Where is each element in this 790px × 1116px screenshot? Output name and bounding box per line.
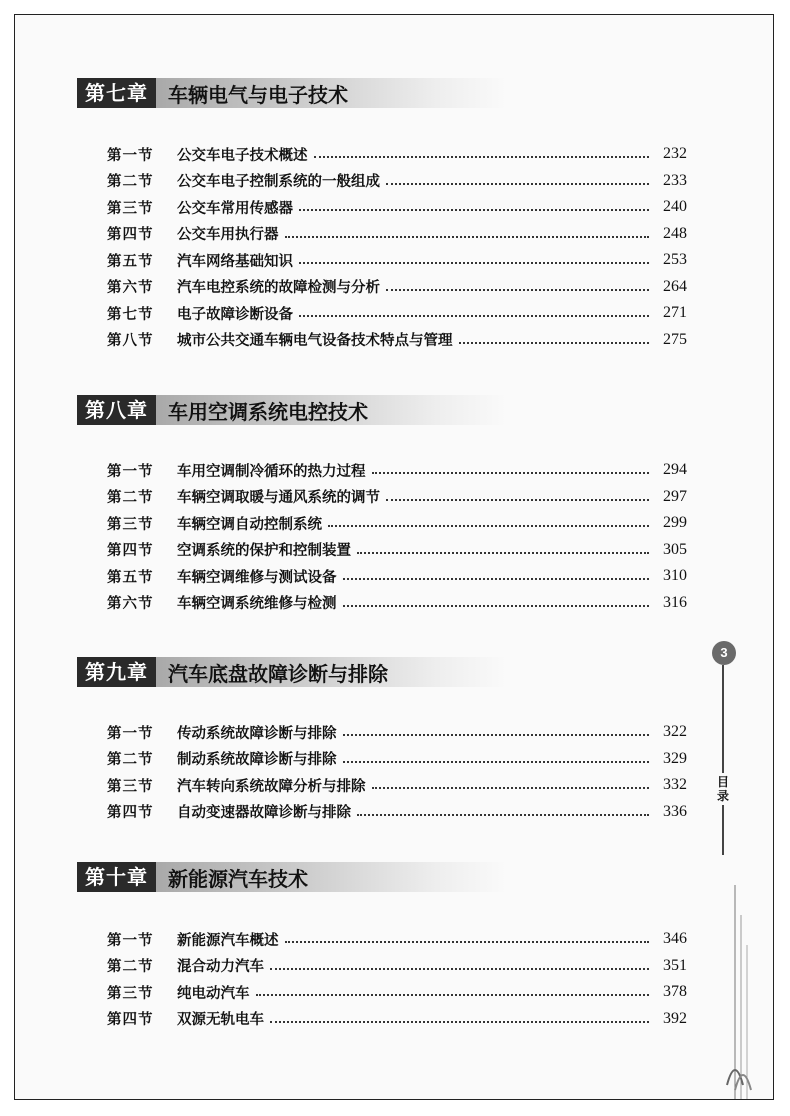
section-title: 车辆空调取暖与通风系统的调节 xyxy=(177,490,380,507)
toc-entry[interactable] xyxy=(107,168,687,195)
section-number: 第五节 xyxy=(107,569,154,586)
page-number: 253 xyxy=(663,251,687,269)
toc-entry[interactable] xyxy=(107,221,687,248)
page-number: 310 xyxy=(663,567,687,585)
dot-leader xyxy=(386,183,649,185)
chapter-heading-8 xyxy=(77,393,507,427)
toc-entry[interactable] xyxy=(107,300,687,327)
chapter-heading-9 xyxy=(77,655,507,689)
section-title: 车辆空调自动控制系统 xyxy=(177,516,322,533)
section-title: 纯电动汽车 xyxy=(177,985,250,1002)
toc-entry[interactable] xyxy=(107,953,687,980)
page-number: 297 xyxy=(663,487,687,505)
page-number: 294 xyxy=(663,461,687,479)
dot-leader xyxy=(285,941,650,943)
chapter-title-bar xyxy=(156,862,507,892)
chapter-title: 汽车底盘故障诊断与排除 xyxy=(168,661,388,686)
section-number: 第一节 xyxy=(107,932,154,949)
toc-entry[interactable] xyxy=(107,194,687,221)
section-number: 第六节 xyxy=(107,280,154,297)
toc-entry[interactable] xyxy=(107,590,687,617)
section-title: 汽车电控系统的故障检测与分析 xyxy=(177,280,380,297)
page-number: 332 xyxy=(663,776,687,794)
decorative-strokes xyxy=(705,885,765,1100)
dot-leader xyxy=(459,342,650,344)
section-title: 公交车常用传感器 xyxy=(177,200,293,217)
section-number: 第二节 xyxy=(107,490,154,507)
section-number: 第二节 xyxy=(107,959,154,976)
page-number: 392 xyxy=(663,1009,687,1027)
toc-entry[interactable] xyxy=(107,274,687,301)
chapter-heading-10 xyxy=(77,860,507,894)
section-title: 公交车电子技术概述 xyxy=(177,147,308,164)
toc-entry[interactable] xyxy=(107,141,687,168)
page-number: 346 xyxy=(663,930,687,948)
toc-entry[interactable] xyxy=(107,537,687,564)
section-number: 第一节 xyxy=(107,147,154,164)
page-number: 351 xyxy=(663,956,687,974)
section-title: 车辆空调系统维修与检测 xyxy=(177,596,337,613)
section-number: 第四节 xyxy=(107,805,154,822)
chapter-title: 车用空调系统电控技术 xyxy=(168,399,368,424)
chapter-8-entries xyxy=(107,457,687,616)
dot-leader xyxy=(314,156,650,158)
dot-leader xyxy=(285,236,650,238)
section-title: 传动系统故障诊断与排除 xyxy=(177,725,337,742)
section-title: 双源无轨电车 xyxy=(177,1012,264,1029)
dot-leader xyxy=(372,787,650,789)
section-title: 自动变速器故障诊断与排除 xyxy=(177,805,351,822)
dot-leader xyxy=(386,289,649,291)
side-rule xyxy=(722,665,724,855)
page-number-badge: 3 xyxy=(712,641,736,665)
page-number: 248 xyxy=(663,224,687,242)
section-title: 公交车用执行器 xyxy=(177,227,279,244)
section-number: 第三节 xyxy=(107,516,154,533)
dot-leader xyxy=(357,814,649,816)
chapter-label: 第八章 xyxy=(77,395,156,425)
section-number: 第四节 xyxy=(107,543,154,560)
dot-leader xyxy=(299,209,649,211)
section-title: 电子故障诊断设备 xyxy=(177,306,293,323)
toc-entry[interactable] xyxy=(107,772,687,799)
dot-leader xyxy=(270,968,649,970)
chapter-title-bar xyxy=(156,78,507,108)
toc-entry[interactable] xyxy=(107,247,687,274)
section-title: 空调系统的保护和控制装置 xyxy=(177,543,351,560)
chapter-title: 新能源汽车技术 xyxy=(168,866,308,891)
dot-leader xyxy=(299,262,649,264)
section-title: 公交车电子控制系统的一般组成 xyxy=(177,174,380,191)
chapter-title: 车辆电气与电子技术 xyxy=(168,82,348,107)
section-number: 第七节 xyxy=(107,306,154,323)
section-side-label: 目录 xyxy=(713,773,733,805)
section-title: 混合动力汽车 xyxy=(177,959,264,976)
dot-leader xyxy=(372,472,650,474)
page-number: 316 xyxy=(663,593,687,611)
page-number: 264 xyxy=(663,277,687,295)
toc-entry[interactable] xyxy=(107,719,687,746)
section-title: 城市公共交通车辆电气设备技术特点与管理 xyxy=(177,333,453,350)
section-number: 第六节 xyxy=(107,596,154,613)
page-number: 299 xyxy=(663,514,687,532)
page-number: 240 xyxy=(663,198,687,216)
toc-page xyxy=(14,14,774,1100)
chapter-title-bar xyxy=(156,395,507,425)
chapter-label: 第九章 xyxy=(77,657,156,687)
section-number: 第三节 xyxy=(107,985,154,1002)
section-number: 第三节 xyxy=(107,778,154,795)
dot-leader xyxy=(343,734,650,736)
chapter-10-entries xyxy=(107,926,687,1032)
page-number: 233 xyxy=(663,171,687,189)
section-number: 第四节 xyxy=(107,1012,154,1029)
chapter-heading-7 xyxy=(77,76,507,110)
section-title: 汽车转向系统故障分析与排除 xyxy=(177,778,366,795)
section-title: 车辆空调维修与测试设备 xyxy=(177,569,337,586)
section-title: 汽车网络基础知识 xyxy=(177,253,293,270)
dot-leader xyxy=(343,578,650,580)
toc-entry[interactable] xyxy=(107,457,687,484)
dot-leader xyxy=(343,605,650,607)
section-number: 第三节 xyxy=(107,200,154,217)
page-number: 336 xyxy=(663,802,687,820)
toc-entry[interactable] xyxy=(107,563,687,590)
chapter-9-entries xyxy=(107,719,687,825)
toc-entry[interactable] xyxy=(107,327,687,354)
section-title: 新能源汽车概述 xyxy=(177,932,279,949)
page-number: 322 xyxy=(663,723,687,741)
dot-leader xyxy=(299,315,649,317)
dot-leader xyxy=(343,761,650,763)
section-title: 车用空调制冷循环的热力过程 xyxy=(177,463,366,480)
section-title: 制动系统故障诊断与排除 xyxy=(177,752,337,769)
page-number: 275 xyxy=(663,330,687,348)
toc-entry[interactable] xyxy=(107,510,687,537)
page-number: 378 xyxy=(663,983,687,1001)
dot-leader xyxy=(270,1021,649,1023)
page-number: 271 xyxy=(663,304,687,322)
chapter-title-bar xyxy=(156,657,507,687)
toc-entry[interactable] xyxy=(107,484,687,511)
section-number: 第五节 xyxy=(107,253,154,270)
page-number: 329 xyxy=(663,749,687,767)
toc-entry[interactable] xyxy=(107,926,687,953)
toc-entry[interactable] xyxy=(107,746,687,773)
page-number: 305 xyxy=(663,540,687,558)
section-number: 第四节 xyxy=(107,227,154,244)
toc-entry[interactable] xyxy=(107,979,687,1006)
chapter-label: 第十章 xyxy=(77,862,156,892)
section-number: 第八节 xyxy=(107,333,154,350)
section-number: 第一节 xyxy=(107,725,154,742)
dot-leader xyxy=(256,994,650,996)
toc-entry[interactable] xyxy=(107,1006,687,1033)
section-number: 第二节 xyxy=(107,174,154,191)
dot-leader xyxy=(357,552,649,554)
toc-entry[interactable] xyxy=(107,799,687,826)
dot-leader xyxy=(328,525,649,527)
page-number: 232 xyxy=(663,145,687,163)
chapter-7-entries xyxy=(107,141,687,353)
section-number: 第一节 xyxy=(107,463,154,480)
section-number: 第二节 xyxy=(107,752,154,769)
chapter-label: 第七章 xyxy=(77,78,156,108)
dot-leader xyxy=(386,499,649,501)
